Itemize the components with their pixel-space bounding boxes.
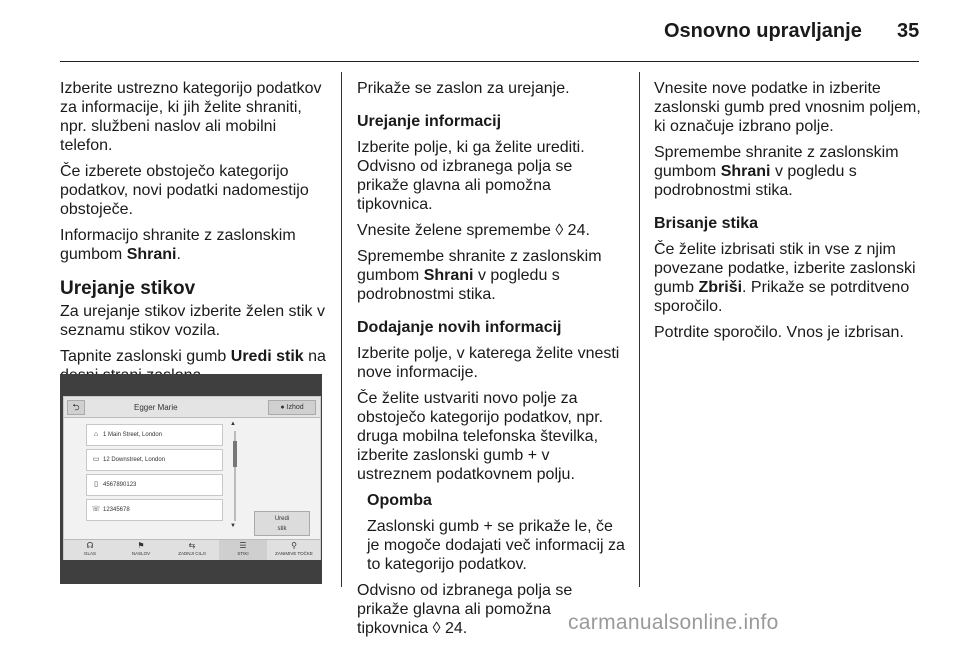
field-text: 12345678 (103, 507, 130, 513)
column-2 (357, 79, 625, 645)
contacts-icon: ☰ (239, 541, 247, 550)
text: na (308, 348, 326, 365)
work-icon: ▭ (92, 456, 100, 463)
bold-term: Shrani (126, 246, 177, 263)
paragraph: Vnesite nove podatke in izberite zaslonski gumb pred vnosnim poljem, ki označuje izbrano polje. (654, 80, 921, 135)
infotainment-screen (63, 396, 321, 560)
contact-name: Egger Marie (134, 403, 178, 412)
paragraph (357, 247, 625, 304)
text: v pogledu s podrobnostmi stika. (357, 267, 560, 303)
poi-icon: ⚲ (291, 541, 297, 550)
exit-label: Izhod (286, 404, 304, 411)
bottom-nav-bar (64, 539, 320, 560)
flag-icon: ⚑ (137, 541, 145, 550)
paragraph: Če izberete obstoječo kategorijo podatkov, novi podatki nadomestijo obstoječe. (60, 163, 309, 218)
note-box (357, 491, 625, 574)
paragraph: Odvisno od izbranega polja se prikaže glavna ali pomožna tipkovnica ◊ 24. (357, 582, 573, 637)
home-icon: ⌂ (93, 431, 99, 438)
edit-contact-button[interactable] (254, 511, 310, 536)
bold-term: Uredi stik (230, 348, 304, 365)
paragraph: Če želite ustvariti novo polje za obstoječo kategorijo podatkov, npr. druga mobilna telefonska številka, izberite zaslonski gumb + v ustreznem podatkovnem polju. (357, 390, 604, 483)
nav-recent-destinations[interactable] (168, 540, 216, 557)
text: Spremembe shranite z zaslonskim gumbom (357, 248, 602, 284)
scroll-up-icon[interactable]: ▲ (230, 421, 236, 427)
recent-icon: ⇆ (188, 541, 196, 550)
contact-field-row[interactable] (86, 449, 223, 471)
column-divider (341, 72, 342, 587)
field-text: 4567890123 (103, 482, 137, 488)
header-rule (60, 61, 919, 62)
paragraph: Izberite ustrezno kategorijo podatkov za informacije, ki jih želite shraniti, npr. službeni naslov ali mobilni telefon. (60, 80, 322, 154)
text: . Prikaže se potrditveno sporočilo. (654, 279, 910, 315)
field-text: 12 Downstreet, London (103, 457, 166, 463)
edit-label: stik (277, 526, 287, 532)
contact-field-row[interactable] (86, 424, 223, 446)
mobile-icon: ▯ (94, 481, 98, 488)
voice-icon: ☊ (86, 541, 94, 550)
text: Tapnite zaslonski gumb (60, 348, 231, 365)
paragraph: Potrdite sporočilo. Vnos je izbrisan. (654, 324, 904, 341)
text: v pogledu s podrobnostmi stika. (654, 163, 857, 199)
paragraph: Za urejanje stikov izberite želen stik v seznamu stikov vozila. (60, 303, 325, 339)
edit-label: Uredi (274, 516, 290, 522)
header-title: Osnovno upravljanje (664, 20, 862, 42)
scrollbar-thumb[interactable] (233, 441, 237, 467)
paragraph: Izberite polje, ki ga želite urediti. Odvisno od izbranega polja se prikaže glavna ali pomožna tipkovnica. (357, 139, 585, 213)
paragraph: Vnesite želene spremembe ◊ 24. (357, 222, 590, 239)
field-text: 1 Main Street, London (103, 432, 163, 438)
note-heading: Opomba (367, 492, 432, 509)
paragraph: Izberite polje, v katerega želite vnesti nove informacije. (357, 345, 620, 381)
nav-label: STIKI (237, 551, 249, 556)
bold-term: Zbriši (698, 279, 743, 296)
text: Spremembe shranite z zaslonskim gumbom (654, 144, 899, 180)
column-1 (60, 79, 328, 392)
subheading: Urejanje informacij (357, 113, 502, 130)
note-text: Zaslonski gumb + se prikaže le, če je mogoče dodajati več informacij za to kategorijo podatkov. (367, 518, 625, 573)
exit-button[interactable]: ● Izhod (268, 400, 316, 415)
nav-label: NASLOV (131, 551, 151, 556)
scroll-down-icon[interactable]: ▼ (230, 523, 236, 529)
nav-voice[interactable] (66, 540, 114, 557)
paragraph (654, 240, 922, 316)
contact-field-row[interactable] (86, 499, 223, 521)
text: Informacijo shranite z zaslonskim gumbom (60, 227, 296, 263)
contact-field-row[interactable] (86, 474, 223, 496)
nav-poi[interactable] (270, 540, 318, 557)
back-arrow-icon[interactable]: ⮌ (67, 400, 85, 415)
nav-label: ZANIMIVE TOČKE (275, 551, 313, 556)
page-number: 35 (897, 20, 920, 42)
subheading: Dodajanje novih informacij (357, 319, 562, 336)
bold-term: Shrani (423, 267, 474, 284)
phone-icon: ☏ (91, 506, 101, 513)
nav-label: GLAS (83, 551, 96, 556)
paragraph: Prikaže se zaslon za urejanje. (357, 80, 570, 97)
paragraph (60, 226, 328, 264)
nav-label: ZADNJI CILJI (178, 551, 206, 556)
column-3 (654, 79, 922, 349)
text: Če želite izbrisati stik in vse z njim povezane podatke, izberite zaslonski gumb (654, 241, 916, 296)
bold-term: Shrani (720, 163, 771, 180)
watermark: carmanualsonline.info (568, 611, 779, 634)
screen-figure (60, 374, 322, 584)
nav-contacts[interactable] (219, 540, 267, 560)
subheading: Brisanje stika (654, 215, 759, 232)
text: . (176, 246, 181, 263)
column-divider (639, 72, 640, 587)
paragraph (654, 143, 922, 200)
nav-address[interactable] (117, 540, 165, 557)
screen-title-bar (64, 397, 320, 418)
section-heading: Urejanje stikov (60, 278, 196, 299)
